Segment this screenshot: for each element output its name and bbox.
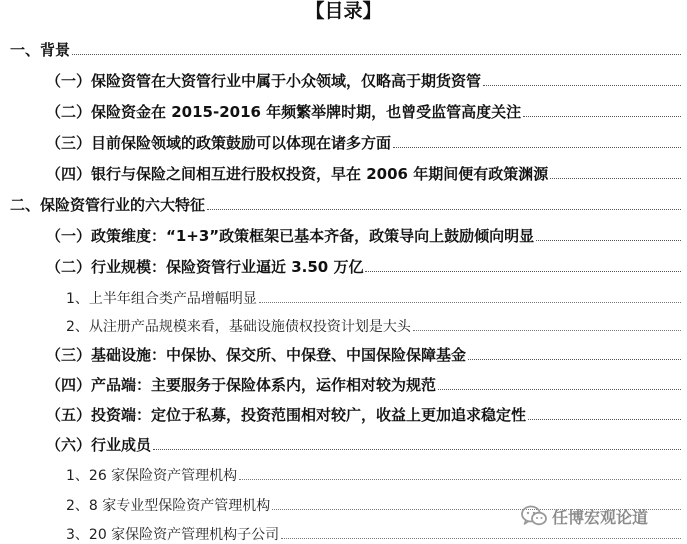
toc-entry-text: （五）投资端：定位于私募，投资范围相对较广，收益上更加追求稳定性 [46,406,527,424]
toc-entry-text: （三）目前保险领域的政策鼓励可以体现在诸多方面 [46,134,392,152]
toc-entry-1-1[interactable] [46,69,681,91]
toc-entry-1-3[interactable] [46,131,681,153]
toc-entry-2-6-1[interactable] [66,463,681,485]
toc-entry-text: （二）行业规模：保险资管行业逼近 3.50 万亿 [46,258,364,276]
toc-dot-leader [365,271,681,272]
toc-entry-2-5[interactable] [46,403,681,425]
toc-entry-text: 二、保险资管行业的六大特征 [10,196,206,214]
watermark-text: 任博宏观论道 [552,507,649,527]
toc-dot-leader [550,178,681,179]
toc-entry-2-2-1[interactable] [66,286,681,308]
toc-dot-leader [483,85,681,86]
toc-entry-background[interactable] [10,38,681,60]
toc-dot-leader [239,479,681,480]
toc-entry-text: 3、20 家保险资产管理机构子公司 [66,527,280,543]
wechat-icon [520,504,548,528]
toc-entry-text: （二）保险资金在 2015-2016 年频繁举牌时期，也曾受监管高度关注 [46,103,522,121]
toc-entry-text: 1、上半年组合类产品增幅明显 [66,291,257,307]
toc-entry-text: 一、背景 [10,41,71,59]
toc-entry-text: 2、8 家专业型保险资产管理机构 [66,498,271,514]
toc-entry-text: （一）政策维度：“1+3”政策框架已基本齐备，政策导向上鼓励倾向明显 [46,227,535,245]
toc-dot-leader [281,538,681,539]
toc-entry-2-6[interactable] [46,433,681,455]
toc-dot-leader [207,209,681,210]
toc-entry-2-1[interactable] [46,224,681,246]
toc-entry-text: 1、26 家保险资产管理机构 [66,468,238,484]
toc-dot-leader [393,147,681,148]
toc-dot-leader [72,54,681,55]
toc-dot-leader [413,330,681,331]
toc-entry-2-3[interactable] [46,343,681,365]
toc-dot-leader [153,449,681,450]
toc-entry-text: 2、从注册产品规模来看，基础设施债权投资计划是大头 [66,319,411,335]
toc-entry-2-4[interactable] [46,373,681,395]
toc-dot-leader [438,389,681,390]
toc-title: 【目录】 [305,0,382,22]
toc-entry-1-4[interactable] [46,162,681,184]
toc-entry-text: （四）产品端：主要服务于保险体系内，运作相对较为规范 [46,376,437,394]
toc-dot-leader [468,359,681,360]
toc-dot-leader [523,116,681,117]
toc-entry-text: （四）银行与保险之间相互进行股权投资，早在 2006 年期间便有政策渊源 [46,165,549,183]
toc-entry-six-features[interactable] [10,193,681,215]
toc-entry-text: （一）保险资管在大资管行业中属于小众领域，仅略高于期货资管 [46,72,482,90]
toc-dot-leader [259,302,681,303]
toc-entry-2-2-2[interactable] [66,314,681,336]
toc-entry-1-2[interactable] [46,100,681,122]
toc-entry-text: （三）基础设施：中保协、保交所、中保登、中国保险保障基金 [46,346,467,364]
watermark [520,502,648,530]
toc-dot-leader [528,419,681,420]
toc-dot-leader [536,240,681,241]
toc-entry-2-2[interactable] [46,255,681,277]
toc-entry-text: （六）行业成员 [46,436,152,454]
